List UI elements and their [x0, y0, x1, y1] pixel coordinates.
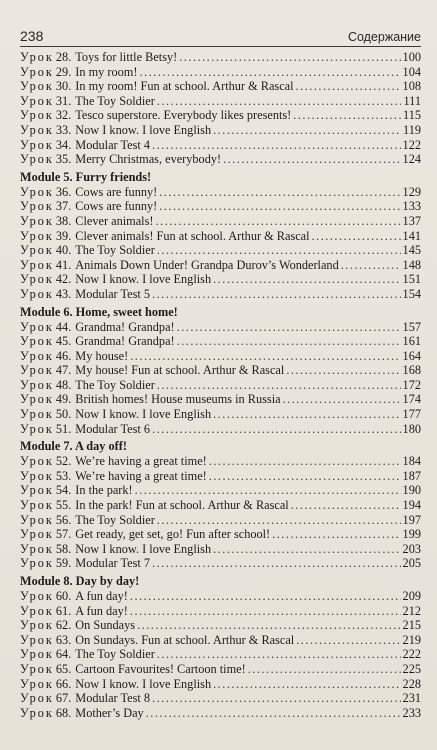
table-of-contents [20, 50, 421, 720]
lesson-number: 33. [55, 122, 72, 137]
toc-entry [20, 662, 421, 677]
lesson-title: Modular Test 4 [75, 137, 151, 152]
lesson-title: Now I know. I love English [75, 272, 212, 287]
lesson-label: Урок [20, 334, 54, 349]
toc-entry [20, 320, 421, 335]
toc-entry [20, 589, 421, 604]
dot-leader [152, 138, 401, 153]
lesson-label: Урок [20, 498, 54, 513]
lesson-title: On Sundays. Fun at school. Arthur & Rascal [75, 632, 295, 647]
dot-leader [213, 677, 400, 692]
page-reference: 122 [402, 137, 421, 152]
dot-leader [291, 498, 401, 513]
lesson-label: Урок [20, 421, 54, 436]
page-reference: 174 [402, 392, 421, 407]
module-section [20, 439, 421, 571]
lesson-label: Урок [20, 512, 54, 527]
module-section [20, 305, 421, 437]
lesson-number: 59. [55, 556, 72, 571]
toc-entry [20, 123, 421, 138]
toc-entry [20, 185, 421, 200]
dot-leader [296, 633, 400, 648]
dot-leader [157, 243, 401, 258]
lesson-title: On Sundays [75, 618, 136, 633]
lesson-label: Урок [20, 705, 54, 720]
lesson-title: My house! [75, 348, 129, 363]
lesson-title: A fun day! [75, 603, 128, 618]
page-reference: 197 [402, 512, 421, 527]
toc-entry [20, 604, 421, 619]
page-title: Содержание [347, 30, 421, 44]
lesson-label: Урок [20, 363, 54, 378]
lesson-label: Урок [20, 589, 54, 603]
page-reference: 212 [402, 603, 421, 618]
toc-entry [20, 287, 421, 302]
toc-entry [20, 633, 421, 648]
dot-leader [293, 108, 401, 123]
dot-leader [157, 513, 401, 528]
lesson-title: Clever animals! [75, 213, 154, 228]
lesson-label: Урок [20, 632, 54, 647]
dot-leader [341, 258, 401, 273]
module-heading: Module 5. Furry friends! [20, 169, 152, 184]
lesson-title: Grandma! Grandpa! [75, 334, 175, 349]
page-reference: 205 [402, 556, 421, 571]
lesson-label: Урок [20, 257, 54, 272]
dot-leader [283, 392, 401, 407]
lesson-label: Урок [20, 152, 54, 167]
lesson-title: Toys for little Betsy! [75, 50, 178, 64]
toc-entry [20, 422, 421, 437]
lesson-label: Урок [20, 79, 54, 94]
lesson-number: 50. [55, 407, 72, 422]
lesson-title: In my room! [75, 64, 138, 79]
page-reference: 133 [402, 199, 421, 214]
lesson-title: Now I know. I love English [75, 122, 212, 137]
lesson-number: 44. [55, 319, 72, 334]
page-reference: 177 [402, 407, 421, 422]
page-reference: 190 [402, 483, 421, 498]
dot-leader [177, 334, 401, 349]
lesson-title: My house! Fun at school. Arthur & Rascal [75, 363, 285, 378]
toc-entry [20, 243, 421, 258]
dot-leader [209, 454, 401, 469]
toc-entry [20, 483, 421, 498]
toc-entry [20, 706, 421, 721]
lesson-number: 57. [55, 527, 72, 542]
lesson-number: 47. [55, 363, 72, 378]
dot-leader [155, 214, 400, 229]
dot-leader [135, 483, 401, 498]
dot-leader [157, 647, 401, 662]
lesson-title: In my room! Fun at school. Arthur & Rascal [75, 79, 294, 94]
page-reference: 172 [402, 377, 421, 392]
page-reference: 157 [402, 319, 421, 334]
dot-leader [146, 706, 401, 721]
toc-entry [20, 542, 421, 557]
toc-entry [20, 272, 421, 287]
page-reference: 199 [402, 527, 421, 542]
module-section [20, 170, 421, 302]
lesson-label: Урок [20, 661, 54, 676]
page-reference: 164 [402, 348, 421, 363]
lesson-number: 42. [55, 272, 72, 287]
toc-entry [20, 94, 421, 109]
toc-entry [20, 691, 421, 706]
toc-entry [20, 618, 421, 633]
lesson-label: Урок [20, 108, 54, 123]
lesson-number: 43. [55, 286, 72, 301]
lesson-number: 52. [55, 454, 72, 469]
toc-entry [20, 527, 421, 542]
toc-entry [20, 513, 421, 528]
module-heading: Module 7. A day off! [20, 439, 127, 454]
page-reference: 194 [402, 498, 421, 513]
lesson-label: Урок [20, 228, 54, 243]
toc-entry [20, 50, 421, 65]
lesson-number: 62. [55, 618, 72, 633]
page-reference: 100 [402, 50, 421, 64]
lesson-number: 53. [55, 468, 72, 483]
lesson-title: Grandma! Grandpa! [75, 319, 175, 334]
module-section [20, 574, 421, 720]
lesson-title: British homes! House museums in Russia [75, 392, 281, 407]
lesson-label: Урок [20, 184, 54, 199]
lesson-number: 48. [55, 377, 72, 392]
dot-leader [159, 185, 400, 200]
toc-entry [20, 334, 421, 349]
dot-leader [312, 229, 401, 244]
module-heading: Module 6. Home, sweet home! [20, 304, 178, 319]
lesson-label: Урок [20, 64, 54, 79]
lesson-number: 67. [55, 691, 72, 706]
dot-leader [139, 65, 400, 80]
lesson-label: Урок [20, 319, 54, 334]
lesson-number: 60. [55, 589, 72, 603]
lesson-number: 45. [55, 334, 72, 349]
lesson-title: Now I know. I love English [75, 407, 212, 422]
dot-leader [296, 79, 401, 94]
page-reference: 115 [403, 108, 421, 123]
dot-leader [152, 422, 401, 437]
dot-leader [152, 691, 401, 706]
toc-entry [20, 199, 421, 214]
lesson-number: 56. [55, 512, 72, 527]
lesson-title: Cartoon Favourites! Cartoon time! [75, 661, 246, 676]
toc-entry [20, 152, 421, 167]
dot-leader [213, 407, 400, 422]
lesson-label: Урок [20, 199, 54, 214]
page-reference: 219 [402, 632, 421, 647]
lesson-title: The Toy Soldier [75, 243, 155, 258]
lesson-label: Урок [20, 392, 54, 407]
lesson-label: Урок [20, 691, 54, 706]
lesson-number: 29. [55, 64, 72, 79]
lesson-number: 28. [55, 50, 72, 64]
page-reference: 231 [402, 691, 421, 706]
page-reference: 154 [402, 286, 421, 301]
lesson-label: Урок [20, 243, 54, 258]
lesson-label: Урок [20, 483, 54, 498]
lesson-title: The Toy Soldier [75, 512, 155, 527]
toc-entry [20, 378, 421, 393]
lesson-label: Урок [20, 93, 54, 108]
lesson-title: Modular Test 7 [75, 556, 151, 571]
page-reference: 111 [403, 93, 421, 108]
lesson-number: 66. [55, 676, 72, 691]
lesson-label: Урок [20, 272, 54, 287]
page-reference: 180 [402, 421, 421, 436]
lesson-title: Get ready, get set, go! Fun after school! [75, 527, 271, 542]
dot-leader [152, 556, 401, 571]
toc-entry [20, 556, 421, 571]
lesson-label: Урок [20, 468, 54, 483]
dot-leader [223, 152, 400, 167]
lesson-label: Урок [20, 541, 54, 556]
lesson-title: Cows are funny! [75, 184, 158, 199]
lesson-number: 61. [55, 603, 72, 618]
lesson-title: In the park! [75, 483, 133, 498]
toc-entry [20, 214, 421, 229]
lesson-title: Cows are funny! [75, 199, 158, 214]
dot-leader [248, 662, 401, 677]
lesson-title: We’re having a great time! [75, 468, 207, 483]
lesson-title: Mother’s Day [75, 705, 144, 720]
dot-leader [157, 94, 401, 109]
lesson-label: Урок [20, 647, 54, 662]
page-reference: 161 [402, 334, 421, 349]
lesson-title: Now I know. I love English [75, 676, 212, 691]
toc-entry [20, 392, 421, 407]
lesson-number: 31. [55, 93, 72, 108]
lesson-number: 46. [55, 348, 72, 363]
section-continued [20, 50, 421, 167]
toc-entry [20, 454, 421, 469]
lesson-title: Clever animals! Fun at school. Arthur & Rascal [75, 228, 310, 243]
lesson-label: Урок [20, 603, 54, 618]
lesson-title: Modular Test 6 [75, 421, 151, 436]
toc-entry [20, 258, 421, 273]
dot-leader [177, 320, 401, 335]
lesson-label: Урок [20, 137, 54, 152]
page-reference: 148 [402, 257, 421, 272]
dot-leader [130, 604, 401, 619]
toc-entry [20, 363, 421, 378]
page-reference: 104 [402, 64, 421, 79]
lesson-number: 30. [55, 79, 72, 94]
lesson-number: 34. [55, 137, 72, 152]
dot-leader [159, 199, 400, 214]
lesson-label: Урок [20, 527, 54, 542]
page-reference: 141 [402, 228, 421, 243]
lesson-title: Now I know. I love English [75, 541, 212, 556]
page-number: 238 [20, 28, 44, 44]
lesson-number: 51. [55, 421, 72, 436]
lesson-number: 58. [55, 541, 72, 556]
lesson-number: 54. [55, 483, 72, 498]
dot-leader [209, 469, 401, 484]
toc-entry [20, 65, 421, 80]
page-reference: 187 [402, 468, 421, 483]
toc-entry [20, 229, 421, 244]
lesson-label: Урок [20, 556, 54, 571]
page-reference: 228 [402, 676, 421, 691]
lesson-label: Урок [20, 286, 54, 301]
lesson-title: In the park! Fun at school. Arthur & Rascal [75, 498, 289, 513]
page-reference: 124 [402, 152, 421, 167]
dot-leader [213, 542, 400, 557]
lesson-number: 63. [55, 632, 72, 647]
lesson-number: 65. [55, 661, 72, 676]
lesson-label: Урок [20, 407, 54, 422]
dot-leader [137, 618, 400, 633]
lesson-number: 37. [55, 199, 72, 214]
page-reference: 233 [402, 705, 421, 720]
toc-entry [20, 108, 421, 123]
page-reference: 108 [402, 79, 421, 94]
lesson-label: Урок [20, 122, 54, 137]
lesson-title: The Toy Soldier [75, 647, 155, 662]
toc-entry [20, 647, 421, 662]
page-reference: 222 [402, 647, 421, 662]
toc-entry [20, 138, 421, 153]
lesson-title: We’re having a great time! [75, 454, 207, 469]
page-header [20, 28, 421, 47]
page-reference: 137 [402, 213, 421, 228]
lesson-label: Урок [20, 454, 54, 469]
toc-entry [20, 677, 421, 692]
toc-entry [20, 469, 421, 484]
lesson-label: Урок [20, 676, 54, 691]
page-reference: 151 [402, 272, 421, 287]
lesson-title: Merry Christmas, everybody! [75, 152, 222, 167]
page-reference: 145 [402, 243, 421, 258]
lesson-title: Tesco superstore. Everybody likes presents! [75, 108, 292, 123]
toc-entry [20, 407, 421, 422]
lesson-number: 40. [55, 243, 72, 258]
lesson-label: Урок [20, 348, 54, 363]
toc-entry [20, 79, 421, 94]
page-reference: 203 [402, 541, 421, 556]
lesson-number: 68. [55, 705, 72, 720]
dot-leader [152, 287, 401, 302]
page-reference: 215 [402, 618, 421, 633]
lesson-number: 55. [55, 498, 72, 513]
lesson-title: Modular Test 5 [75, 286, 151, 301]
lesson-title: Modular Test 8 [75, 691, 151, 706]
dot-leader [213, 272, 400, 287]
module-heading: Module 8. Day by day! [20, 574, 140, 588]
toc-entry [20, 498, 421, 513]
page-reference: 209 [402, 589, 421, 603]
lesson-number: 64. [55, 647, 72, 662]
page-reference: 184 [402, 454, 421, 469]
dot-leader [213, 123, 401, 138]
lesson-number: 39. [55, 228, 72, 243]
toc-entry [20, 349, 421, 364]
lesson-title: The Toy Soldier [75, 377, 155, 392]
lesson-number: 41. [55, 257, 72, 272]
page-reference: 168 [402, 363, 421, 378]
dot-leader [286, 363, 400, 378]
page-reference: 129 [402, 184, 421, 199]
page-reference: 225 [402, 661, 421, 676]
dot-leader [272, 527, 400, 542]
page-reference: 119 [403, 122, 421, 137]
dot-leader [130, 349, 400, 364]
lesson-number: 38. [55, 213, 72, 228]
lesson-number: 35. [55, 152, 72, 167]
lesson-title: Animals Down Under! Grandpa Durov’s Wonderland [75, 257, 339, 272]
lesson-number: 36. [55, 184, 72, 199]
lesson-label: Урок [20, 377, 54, 392]
lesson-title: A fun day! [75, 589, 128, 603]
lesson-label: Урок [20, 50, 54, 64]
lesson-label: Урок [20, 618, 54, 633]
dot-leader [130, 589, 401, 604]
lesson-number: 32. [55, 108, 72, 123]
lesson-label: Урок [20, 213, 54, 228]
dot-leader [157, 378, 401, 393]
lesson-title: The Toy Soldier [75, 93, 155, 108]
lesson-number: 49. [55, 392, 72, 407]
dot-leader [179, 50, 400, 65]
